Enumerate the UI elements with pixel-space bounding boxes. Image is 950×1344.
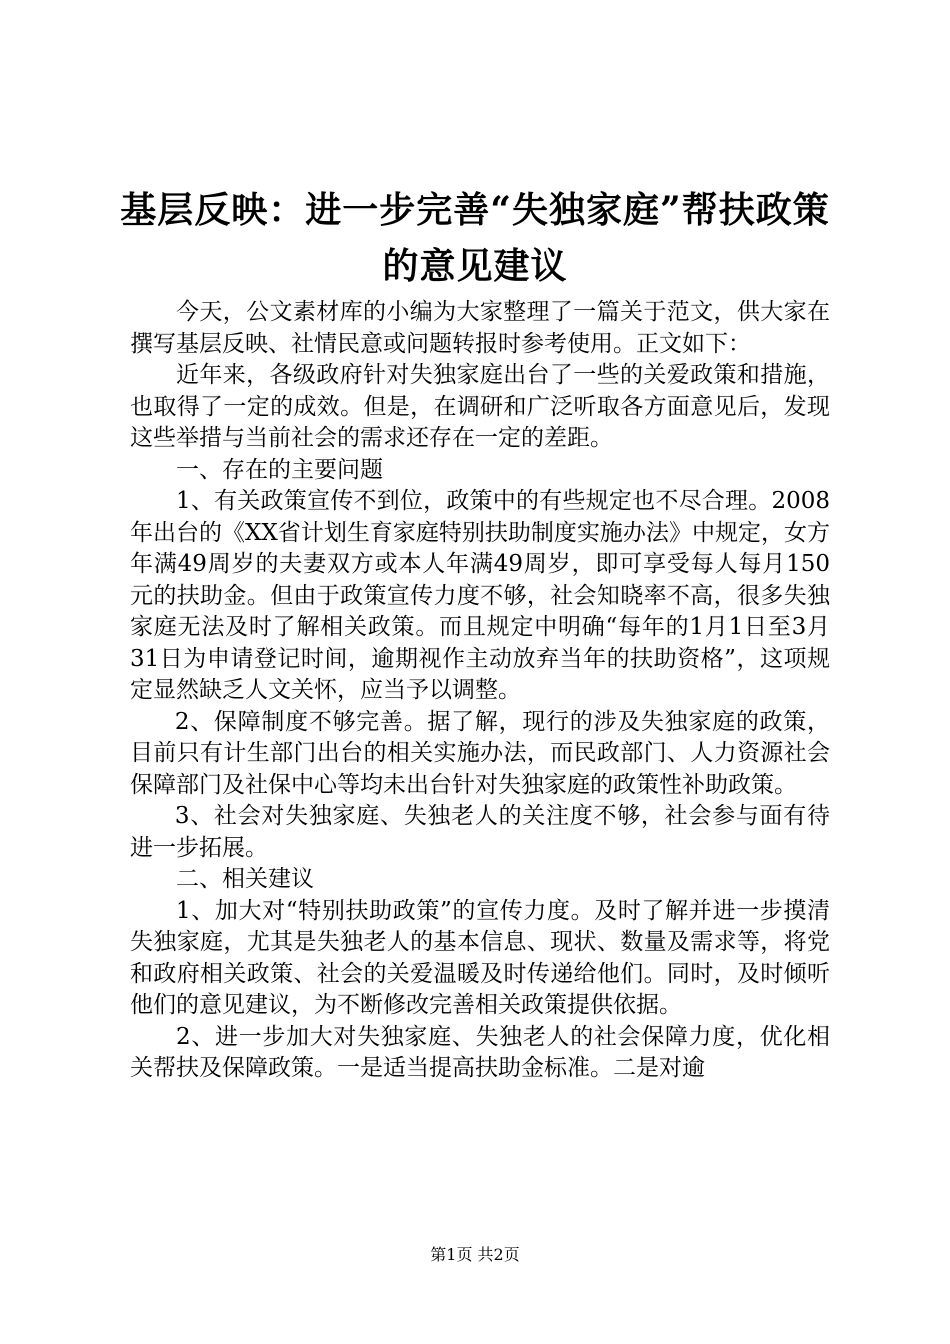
problem-2-paragraph: 2、保障制度不够完善。据了解，现行的涉及失独家庭的政策，目前只有计生部门出台的相关实施办法，而民政部门、人力资源社会保障部门及社保中心等均未出台针对失独家庭的政策性补助政策。: [130, 708, 830, 798]
background-paragraph: 近年来，各级政府针对失独家庭出台了一些的关爱政策和措施，也取得了一定的成效。但是，在调研和广泛听取各方面意见后，发现这些举措与当前社会的需求还存在一定的差距。: [130, 362, 830, 451]
problem-1-paragraph: 1、有关政策宣传不到位，政策中的有些规定也不尽合理。2008年出台的《XX省计划生育家庭特别扶助制度实施办法》中规定，女方年满49周岁的夫妻双方或本人年满49周岁，即可享受每人每月150元的扶助金。但由于政策宣传力度不够，社会知晓率不高，很多失独家庭无法及时了解相关政策。而且规定中明确“每年的1月1日至3月31日为申请登记时间，逾期视作主动放弃当年的扶助资格”，这项规定显然缺乏人文关怀，应当予以调整。: [130, 488, 830, 703]
document-body: [130, 297, 830, 1085]
suggestion-1-paragraph: 1、加大对“特别扶助政策”的宣传力度。及时了解并进一步摸清失独家庭，尤其是失独老人的基本信息、现状、数量及需求等，将党和政府相关政策、社会的关爱温暖及时传递给他们。同时，及时倾听他们的意见建议，为不断修改完善相关政策提供依据。: [130, 897, 830, 1018]
document-title-line-2: 的意见建议: [382, 245, 568, 287]
page-number-footer: 第1页 共2页: [430, 1245, 520, 1264]
section-heading-problems: 一、存在的主要问题: [176, 456, 383, 483]
section-heading-suggestions: 二、相关建议: [176, 866, 314, 892]
document-title-line-1: 基层反映：进一步完善“失独家庭”帮扶政策: [120, 189, 830, 231]
intro-paragraph: 今天，公文素材库的小编为大家整理了一篇关于范文，供大家在撰写基层反映、社情民意或问题转报时参考使用。正文如下：: [130, 299, 830, 357]
problem-3-paragraph: 3、社会对失独家庭、失独老人的关注度不够，社会参与面有待进一步拓展。: [130, 803, 830, 861]
suggestion-2-paragraph: 2、进一步加大对失独家庭、失独老人的社会保障力度，优化相关帮扶及保障政策。一是适当提高扶助金标准。二是对逾: [130, 1023, 830, 1081]
